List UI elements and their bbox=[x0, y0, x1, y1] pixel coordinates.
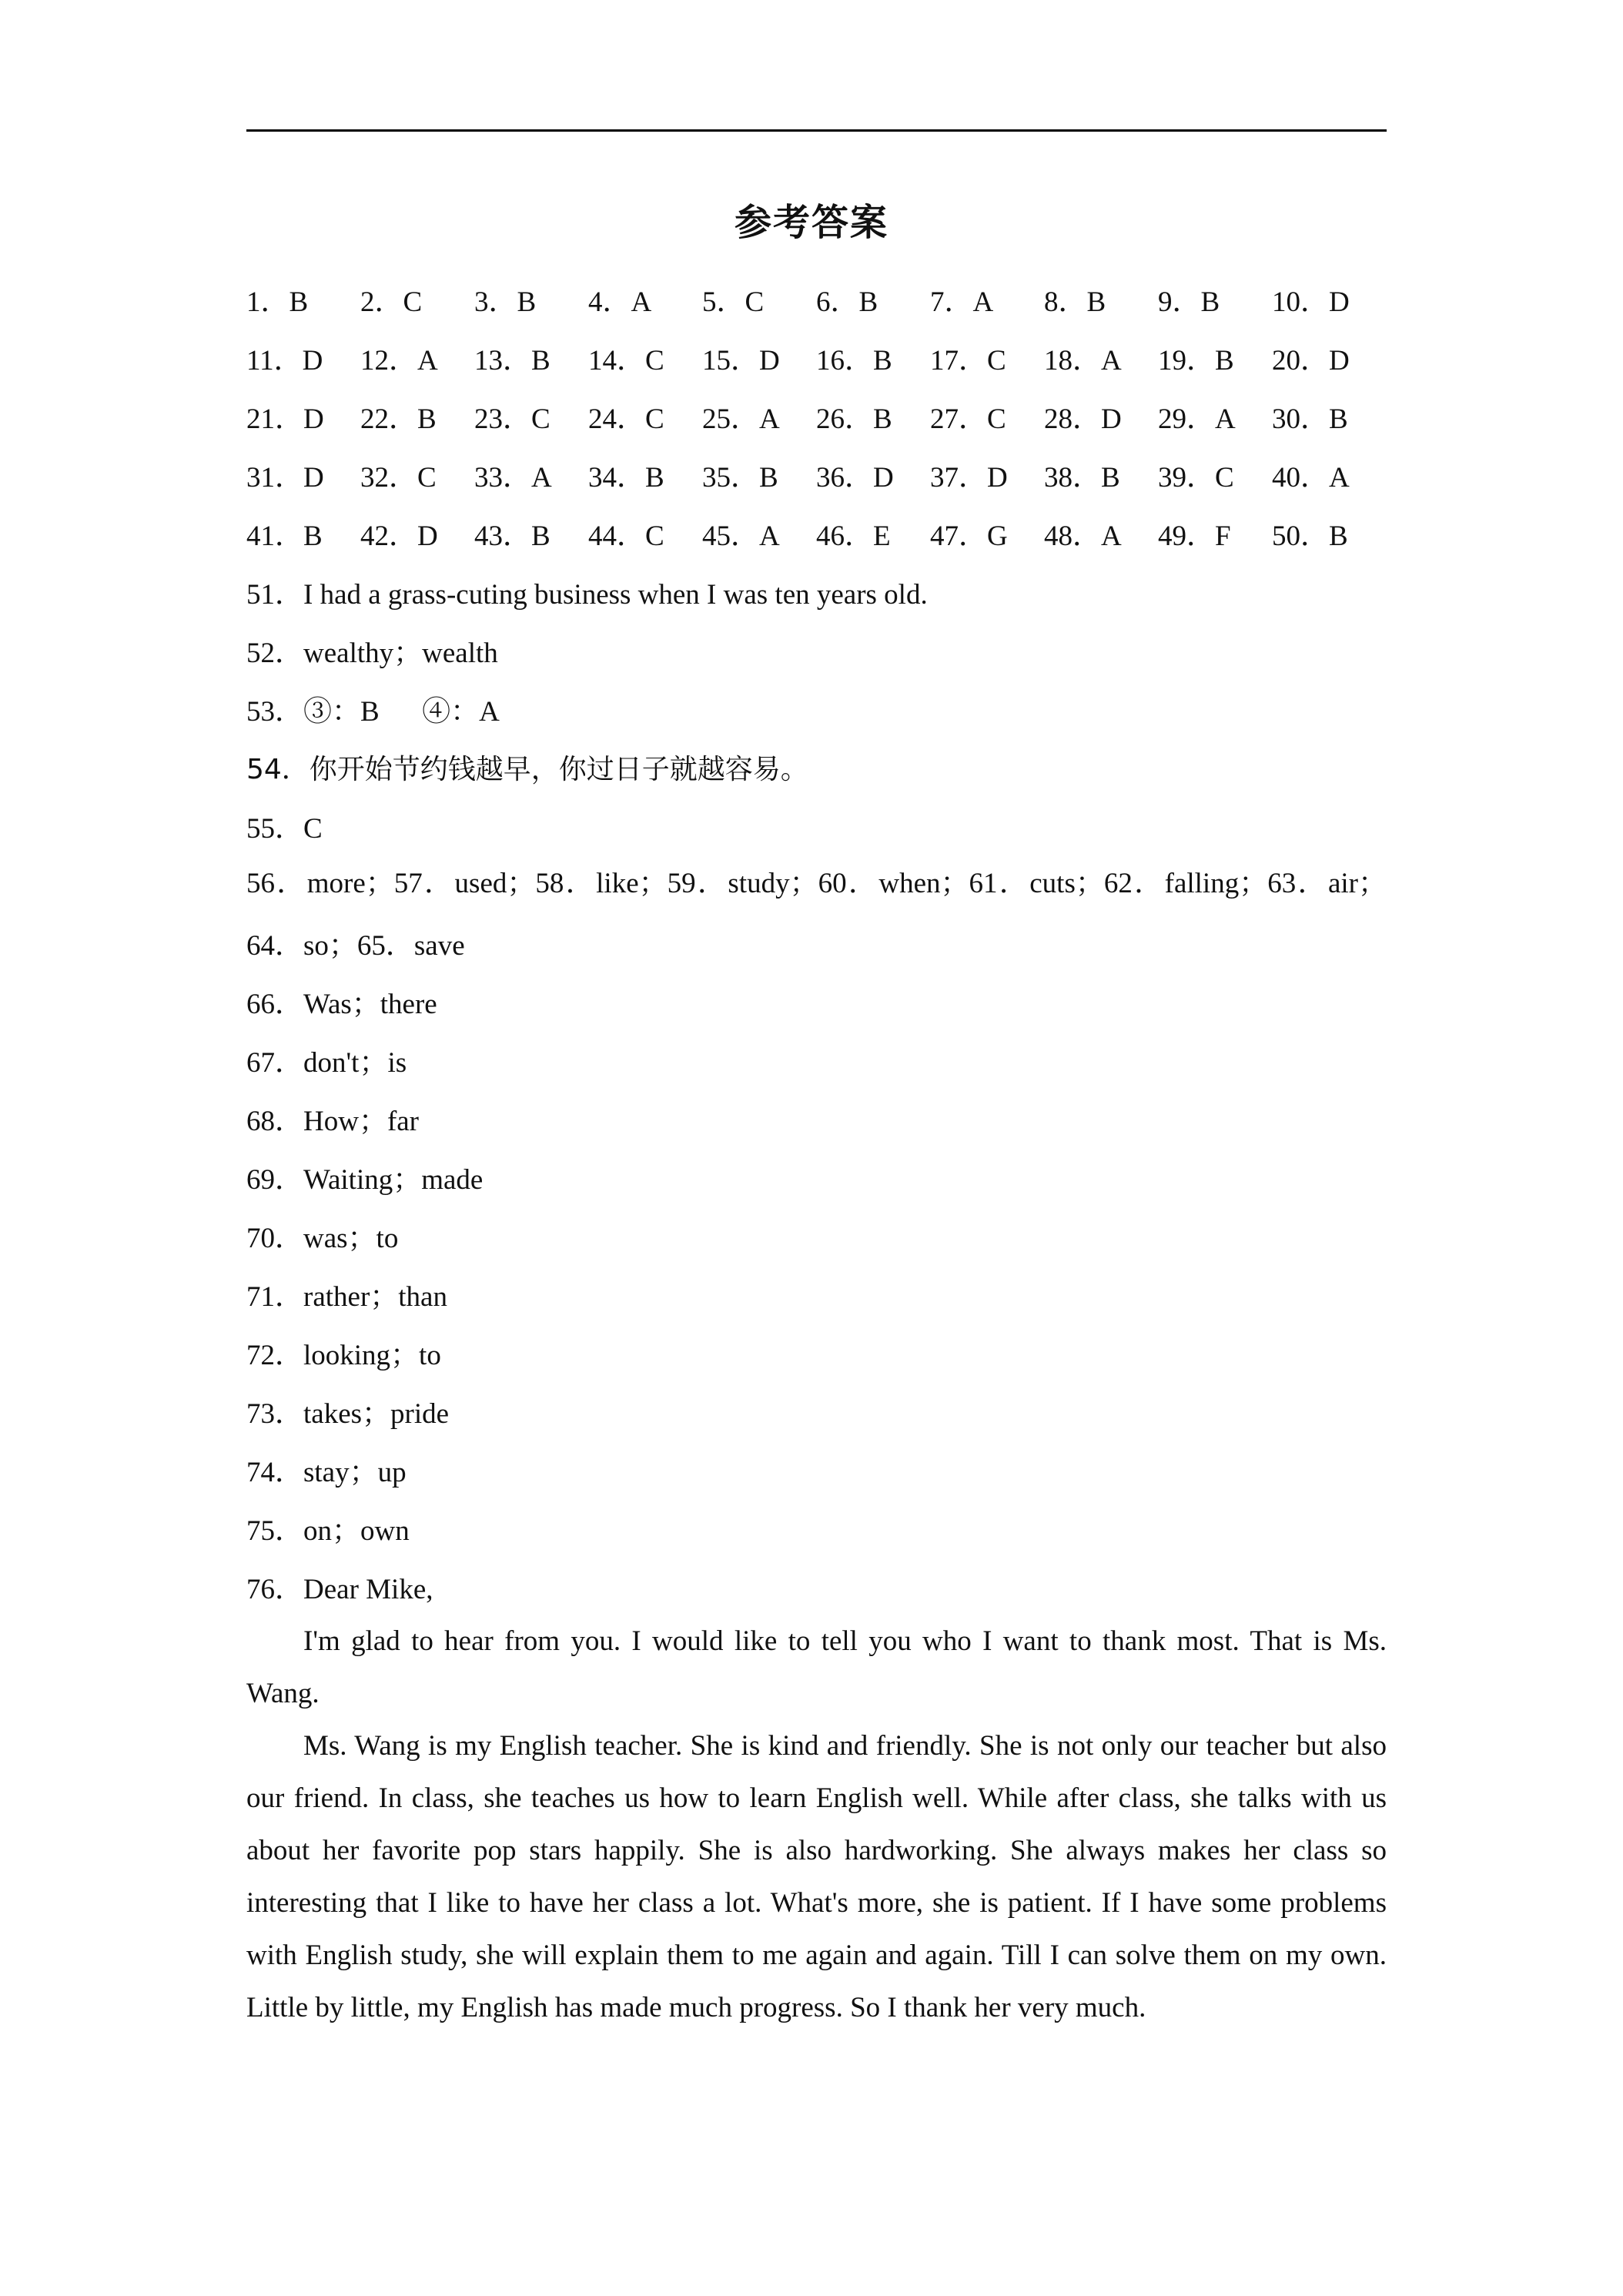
choice-answer: 31．D bbox=[246, 462, 324, 494]
answer-51: 51．I had a grass-cuting business when I was ten years old. bbox=[246, 579, 928, 611]
choice-answer: 41．B bbox=[246, 520, 323, 552]
choice-answer: 40．A bbox=[1272, 462, 1350, 494]
choice-answer: 26．B bbox=[816, 403, 892, 435]
choice-answer: 46．E bbox=[816, 520, 891, 552]
choice-answer: 8．B bbox=[1044, 286, 1106, 318]
choice-row bbox=[246, 445, 1387, 504]
choice-answer: 2．C bbox=[360, 286, 423, 318]
choice-answer: 49．F bbox=[1158, 520, 1231, 552]
choice-answer: 24．C bbox=[588, 403, 664, 435]
answer-72: 72．looking；to bbox=[246, 1340, 441, 1371]
choice-row bbox=[246, 387, 1387, 445]
answer-68: 68．How；far bbox=[246, 1106, 420, 1137]
choice-answer: 47．G bbox=[930, 520, 1008, 552]
choice-answer: 9．B bbox=[1158, 286, 1220, 318]
choice-answer: 7．A bbox=[930, 286, 994, 318]
choice-answer: 33．A bbox=[474, 462, 552, 494]
answer-67: 67．don't；is bbox=[246, 1047, 407, 1079]
choice-answer: 22．B bbox=[360, 403, 437, 435]
choice-answer: 48．A bbox=[1044, 520, 1122, 552]
letter-paragraph-1: I'm glad to hear from you. I would like to tell you who I want to thank most. That is Ms. Wang. bbox=[246, 1625, 1387, 1709]
letter-paragraph-2: Ms. Wang is my English teacher. She is kind and friendly. She is not only our teacher but also our friend. In class, she teaches us how to learn English well. While after class, she talks with us about her favorite pop stars happily. She is also hardworking. She always makes her class so interesting that I like to have her class a lot. What's more, she is patient. If I have some problems with English study, she will explain them to me again and again. Till I can solve them on my own. Little by little, my English has made much progress. So I thank her very much. bbox=[246, 1730, 1387, 2023]
answer-55: 55．C bbox=[246, 813, 323, 845]
choice-answer: 25．A bbox=[702, 403, 780, 435]
choice-answer: 23．C bbox=[474, 403, 550, 435]
choice-answer: 18．A bbox=[1044, 345, 1122, 377]
choice-answer: 43．B bbox=[474, 520, 550, 552]
choice-answer: 38．B bbox=[1044, 462, 1120, 494]
choice-answer: 19．B bbox=[1158, 345, 1234, 377]
choice-row bbox=[246, 269, 1387, 328]
choice-answer: 4．A bbox=[588, 286, 652, 318]
choice-answer: 15．D bbox=[702, 345, 780, 377]
choice-answer: 10．D bbox=[1272, 286, 1350, 318]
choice-answer: 37．D bbox=[930, 462, 1008, 494]
choice-answer: 39．C bbox=[1158, 462, 1234, 494]
choice-row bbox=[246, 504, 1387, 562]
choice-row bbox=[246, 328, 1387, 387]
answer-66: 66．Was；there bbox=[246, 989, 437, 1020]
choice-answer: 20．D bbox=[1272, 345, 1350, 377]
choice-answer: 27．C bbox=[930, 403, 1006, 435]
choice-answer: 50．B bbox=[1272, 520, 1348, 552]
choice-answer: 32．C bbox=[360, 462, 437, 494]
answer-73: 73．takes；pride bbox=[246, 1398, 450, 1430]
answer-52: 52．wealthy；wealth bbox=[246, 638, 498, 669]
choice-answer: 12．A bbox=[360, 345, 438, 377]
answer-56-line2: 64．so；65．save bbox=[246, 930, 465, 962]
choice-answer: 35．B bbox=[702, 462, 778, 494]
header-rule bbox=[246, 129, 1387, 132]
answer-56-text: 56．more；57．used；58．like；59．study；60．when；61．cuts；62．falling；63．air； bbox=[246, 868, 1387, 899]
answer-70: 70．was；to bbox=[246, 1223, 399, 1254]
choice-answer: 36．D bbox=[816, 462, 894, 494]
choice-answer: 29．A bbox=[1158, 403, 1236, 435]
answer-56-line1 bbox=[246, 855, 1387, 913]
answer-69: 69．Waiting；made bbox=[246, 1164, 484, 1196]
choice-answer: 28．D bbox=[1044, 403, 1122, 435]
choice-answer: 6．B bbox=[816, 286, 878, 318]
choice-answer: 1．B bbox=[246, 286, 309, 318]
answer-content bbox=[246, 269, 1387, 2034]
answer-53: 53．③：B ④：A bbox=[246, 696, 500, 728]
answer-71: 71．rather；than bbox=[246, 1281, 447, 1313]
choice-answer: 44．C bbox=[588, 520, 664, 552]
choice-answer: 5．C bbox=[702, 286, 765, 318]
choice-answer: 16．B bbox=[816, 345, 892, 377]
answer-76: 76．Dear Mike, bbox=[246, 1574, 433, 1605]
choice-answer: 42．D bbox=[360, 520, 438, 552]
choice-answer: 17．C bbox=[930, 345, 1006, 377]
choice-answer: 14．C bbox=[588, 345, 664, 377]
choice-answer-grid bbox=[246, 269, 1387, 562]
choice-answer: 3．B bbox=[474, 286, 537, 318]
choice-answer: 11．D bbox=[246, 345, 323, 377]
answer-75: 75．on；own bbox=[246, 1515, 410, 1547]
choice-answer: 13．B bbox=[474, 345, 550, 377]
letter-body bbox=[246, 1615, 1387, 2034]
choice-answer: 45．A bbox=[702, 520, 780, 552]
choice-answer: 21．D bbox=[246, 403, 324, 435]
choice-answer: 34．B bbox=[588, 462, 664, 494]
page-title: 参考答案 bbox=[734, 201, 888, 244]
answer-74: 74．stay；up bbox=[246, 1457, 407, 1488]
answer-54: 54．你开始节约钱越早，你过日子就越容易。 bbox=[246, 753, 808, 785]
choice-answer: 30．B bbox=[1272, 403, 1348, 435]
